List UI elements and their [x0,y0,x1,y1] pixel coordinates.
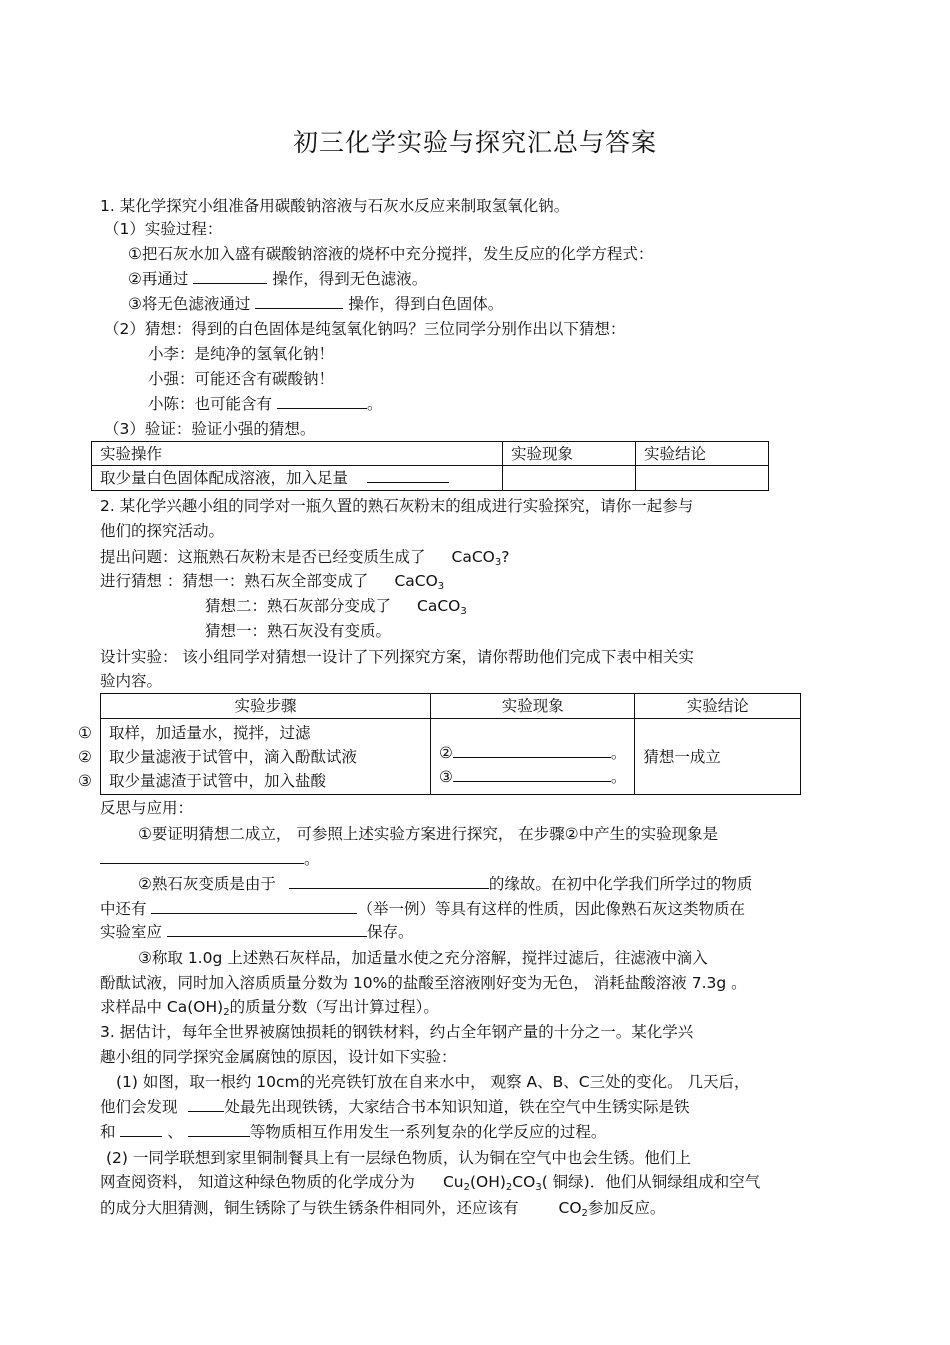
q2-phenomenon-3-period: 。 [610,768,627,786]
q2-reflect-2b [100,898,745,920]
q2-phenomenon-2-blank[interactable] [453,742,611,758]
q3-formula-sub3: 3 [535,1182,542,1193]
q2-reflect-2c-blank[interactable] [167,921,367,937]
q1-table-op-text: 取少量白色固体配成溶液，加入足量 [100,469,349,487]
q1-step3-blank[interactable] [255,293,343,309]
q2-reflect-2-text-end: 的缘故。在初中化学我们所学过的物质 [488,875,753,893]
q2-phenomenon-3-blank[interactable] [453,766,611,782]
q1-step3-text: ③将无色滤液通过 [128,295,251,313]
q2-table-conclusion: 猜想一成立 [635,719,801,795]
q2-reflect-3-line2: 酚酞试液，同时加入溶质质量分数为 10%的盐酸至溶液刚好变为无色， 消耗盐酸溶液 7.3g 。 [100,974,747,992]
q1-step2-blank[interactable] [193,268,267,284]
q2-guess2-sub: 3 [460,606,467,617]
q2-reflect-2c [100,921,413,943]
q3-part2-line2-text-end: ( 铜绿)．他们从铜绿组成和空气 [541,1173,761,1191]
q2-reflect-2b-text: 中还有 [100,900,147,918]
q3-part2-line1: (2) 一同学联想到家里铜制餐具上有一层绿色物质，认为铜在空气中也会生锈。他们上 [106,1149,691,1167]
q2-stem-line2: 他们的探究活动。 [100,522,225,540]
q3-part2-line2 [100,1171,760,1193]
q1-step1: ①把石灰水加入盛有碳酸钠溶液的烧杯中充分搅拌，发生反应的化学方程式： [128,245,654,263]
q3-substance-blank-2[interactable] [188,1121,250,1137]
q2-phenomenon-3-label: ③ [439,768,453,786]
q3-part1-line2-text-end: 处最先出现铁锈，大家结合书本知识知道，铁在空气中生锈实际是铁 [224,1098,690,1116]
q2-reflect-3-text: 求样品中 Ca(OH) [100,998,224,1016]
q2-reflect-3-line1: ③称取 1.0g 上述熟石灰样品，加适量水使之充分溶解，搅拌过滤后，往滤液中滴入 [138,949,708,967]
q2-reflect-1-period: 。 [304,850,320,868]
q3-formula-cu: Cu [442,1173,464,1191]
q2-marker-1: ① [78,724,92,742]
q1-table-op-blank[interactable] [367,467,449,483]
q2-table-header-step: 实验步骤 [101,694,431,719]
q2-reflect-2b-blank[interactable] [151,898,357,914]
q3-part1-line2-text: 他们会发现 [100,1098,178,1116]
q2-reflect-2c-text-end: 保存。 [366,923,414,941]
q1-table [91,441,769,491]
q1-part2: （2）猜想：得到的白色固体是纯氢氧化钠吗？三位同学分别作出以下猜想： [104,320,626,338]
page-title: 初三化学实验与探究汇总与答案 [292,128,657,157]
q1-guess-chen [148,393,382,415]
q3-part1-line3-text-end: 等物质相互作用发生一系列复杂的化学反应的过程。 [249,1123,607,1141]
q3-part1-line3 [100,1121,606,1143]
q2-question-formula: CaCO [451,548,495,566]
q1-step3 [128,293,503,315]
q3-formula-co2: CO [558,1199,582,1217]
q2-reflect-heading: 反思与应用： [100,799,194,817]
q1-stem: 1. 某化学探究小组准备用碳酸钠溶液与石灰水反应来制取氢氧化钠。 [100,197,570,215]
q1-guess-chen-blank[interactable] [277,393,367,409]
q2-table-phenomena [431,719,635,795]
q3-location-blank[interactable] [188,1096,224,1112]
q1-step3-text-end: 操作，得到白色固体。 [348,295,504,313]
q3-part1-line3-and: 和 [100,1123,116,1141]
q2-table-header-conclusion: 实验结论 [635,694,801,719]
q2-step-2: 取少量滤液于试管中，滴入酚酞试液 [109,747,358,766]
q2-guess1-text: 进行猜想 ：猜想一：熟石灰全部变成了 [100,572,369,590]
q2-design-line2: 验内容。 [100,672,163,690]
q2-reflect-2 [138,873,752,895]
q2-table-header-phenomenon: 实验现象 [431,694,635,719]
q2-question [100,546,509,568]
q2-reflect-1-answer [100,848,320,870]
q3-substance-blank-1[interactable] [120,1121,162,1137]
q2-guess2-text: 猜想二：熟石灰部分变成了 [205,597,392,615]
q2-reflect-2-text: ②熟石灰变质是由于 [138,875,276,893]
q3-formula-co2-sub: 2 [581,1208,588,1219]
q3-stem-line1: 3. 据估计，每年全世界被腐蚀损耗的钢铁材料，约占全年钢产量的十分之一。某化学兴 [100,1023,694,1041]
q1-table-row-phenomenon[interactable] [503,466,636,491]
q3-stem-line2: 趣小组的同学探究金属腐蚀的原因，设计如下实验： [100,1048,457,1066]
q2-marker-2: ② [78,748,92,766]
q2-reflect-3-line3 [100,996,439,1018]
q3-part2-line3 [100,1197,665,1219]
q2-guess2 [205,595,467,617]
q2-reflect-1-blank[interactable] [100,848,304,864]
q2-guess1-sub: 3 [437,581,445,592]
q2-phenomenon-2 [439,741,626,765]
q3-part1-line3-sep: 、 [167,1123,183,1141]
q2-step-1: 取样，加适量水，搅拌，过滤 [109,723,311,742]
q2-reflect-2c-text: 实验室应 [100,923,163,941]
q1-step2-text-end: 操作，得到无色滤液。 [272,270,428,288]
q2-guess3: 猜想一：熟石灰没有变质。 [205,622,392,640]
q2-phenomenon-2-period: 。 [610,744,627,762]
q1-guess-chen-end: 。 [366,395,383,413]
q1-part1: （1）实验过程： [104,220,223,238]
q3-part1-line1: (1) 如图，取一根约 10cm的光亮铁钉放在自来水中， 观察 A、B、C三处的变化。 几天后， [116,1073,750,1091]
q2-question-text: 提出问题：这瓶熟石灰粉末是否已经变质生成了 [100,548,426,566]
q2-reflect-2b-text-end: （举一例）等具有这样的性质，因此像熟石灰这类物质在 [357,900,745,918]
q2-reflect-3-text-end: 的质量分数（写出计算过程）。 [229,998,439,1016]
q3-formula-co: CO [512,1173,536,1191]
q2-guess1-formula: CaCO [394,572,438,590]
q1-table-header-phenomenon: 实验现象 [503,442,636,466]
q2-reflect-1: ①要证明猜想二成立， 可参照上述实验方案进行探究， 在步骤②中产生的实验现象是 [138,825,719,843]
q1-guess-chen-text: 小陈：也可能含有 [148,395,273,413]
q2-question-sub: 3 [494,557,502,568]
q3-formula-sub1: 2 [463,1182,470,1193]
q1-table-header-op: 实验操作 [92,442,503,466]
q1-step2-text: ②再通过 [128,270,189,288]
q2-question-mark: ? [501,548,510,566]
q1-part3: （3）验证：验证小强的猜想。 [104,420,316,438]
q1-table-header-conclusion: 实验结论 [636,442,769,466]
q2-phenomenon-2-label: ② [439,744,453,762]
q3-part2-line3-text: 的成分大胆猜测，铜生锈除了与铁生锈条件相同外，还应该有 [100,1199,519,1217]
q1-guess-li: 小李：是纯净的氢氧化钠！ [148,345,335,363]
q2-stem-line1: 2. 某化学兴趣小组的同学对一瓶久置的熟石灰粉末的组成进行实验探究，请你一起参与 [100,497,694,515]
q2-guess2-formula: CaCO [417,597,461,615]
q3-formula-sub2: 2 [505,1182,513,1193]
q2-marker-3: ③ [78,772,92,790]
q2-reflect-2-blank[interactable] [289,873,489,889]
q2-phenomenon-3 [439,765,626,789]
q2-step-3: 取少量滤渣于试管中，加入盐酸 [109,771,327,790]
q3-part2-line2-text: 网查阅资料， 知道这种绿色物质的化学成分为 [100,1173,415,1191]
q2-guess1 [100,570,444,592]
q3-part2-line3-text-end: 参加反应。 [587,1199,666,1217]
q2-reflect-3-sub: 2 [223,1007,230,1018]
q3-part1-line2 [100,1096,689,1118]
q1-guess-qiang: 小强：可能还含有碳酸钠！ [148,370,335,388]
q2-table [100,693,801,795]
q2-table-steps [101,719,431,795]
q1-table-row-conclusion[interactable] [636,466,769,491]
q1-table-row-op [92,466,503,491]
q1-step2 [128,268,427,290]
q3-formula-oh: (OH) [469,1173,506,1191]
q2-design-line1: 设计实验： 该小组同学对猜想一设计了下列探究方案，请你帮助他们完成下表中相关实 [100,648,694,666]
